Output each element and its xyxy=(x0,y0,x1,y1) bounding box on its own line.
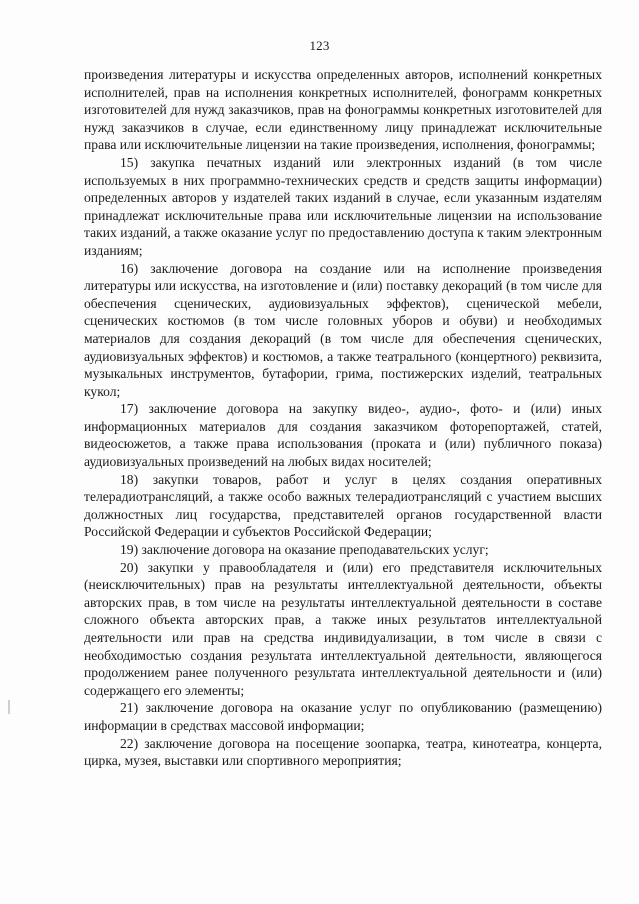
paragraph-item-19: 19) заключение договора на оказание преподавательских услуг; xyxy=(120,542,489,558)
document-body xyxy=(84,66,602,770)
page-number: 123 xyxy=(309,38,330,53)
paragraph-item-22: 22) заключение договора на посещение зоопарка, театра, кинотеатра, концерта, цирка, музея, выставки или спортивного мероприятия; xyxy=(84,735,602,769)
paragraph-item-17: 17) заключение договора на закупку видео-, аудио-, фото- и (или) иных информационных материалов для создания заказчиком фоторепортажей, статей, видеосюжетов, а также права использования (проката и (или) публичного показа) аудиовизуальных произведений на любых видах носителей; xyxy=(84,401,602,470)
paragraph-item-21: 21) заключение договора на оказание услуг по опубликованию (размещению) информации в средствах массовой информации; xyxy=(84,700,602,733)
paragraph-continuation: произведения литературы и искусства определенных авторов, исполнений конкретных исполнителей, прав на исполнения конкретных исполнителей, фонограмм конкретных изготовителей для нужд заказчиков, прав на фонограммы конкретных изготовителей для нужд заказчиков в случае, если единственному лицу принадлежат исключительные права или исключительные лицензии на такие произведения, исполнения, фонограммы; xyxy=(84,67,602,153)
paragraph-item-15: 15) закупка печатных изданий или электронных изданий (в том числе используемых в них программно-технических средств и средств защиты информации) определенных авторов у издателей таких изданий в случае, если указанным издателям принадлежат исключительные права или исключительные лицензии на использование таких изданий, а также оказание услуг по предоставлению доступа к таким электронным изданиям; xyxy=(84,154,602,258)
paragraph-item-18: 18) закупки товаров, работ и услуг в целях создания оперативных телерадиотрансляций, а также особо важных телерадиотрансляций с участием высших должностных лиц государства, представителей органов государственной власти Российской Федерации и субъектов Российской Федерации; xyxy=(84,471,602,540)
paragraph-item-16: 16) заключение договора на создание или на исполнение произведения литературы или искусства, на изготовление и (или) поставку декораций (в том числе для обеспечения сценических, аудиовизуальных эффектов), сценической мебели, сценических костюмов (в том числе головных уборов и обуви) и необходимых материалов для создания декораций (в том числе для обеспечения сценических, аудиовизуальных эффектов) и костюмов, а также театрального (концертного) реквизита, музыкальных инструментов, бутафории, грима, постижерских изделий, театральных кукол; xyxy=(84,260,602,399)
scan-artifact xyxy=(8,700,10,714)
paragraph-item-20: 20) закупки у правообладателя и (или) его представителя исключительных (неисключительных) прав на результаты интеллектуальной деятельности, объекты авторских прав, в том числе на результаты интеллектуальной деятельности в составе сложного объекта авторских прав, а также иных результатов интеллектуальной деятельности или прав на средства индивидуализации, в том числе в связи с необходимостью создания результата интеллектуальной деятельности, являющегося продолжением ранее полученного результата интеллектуальной деятельности и (или) содержащего его элементы; xyxy=(84,559,602,698)
